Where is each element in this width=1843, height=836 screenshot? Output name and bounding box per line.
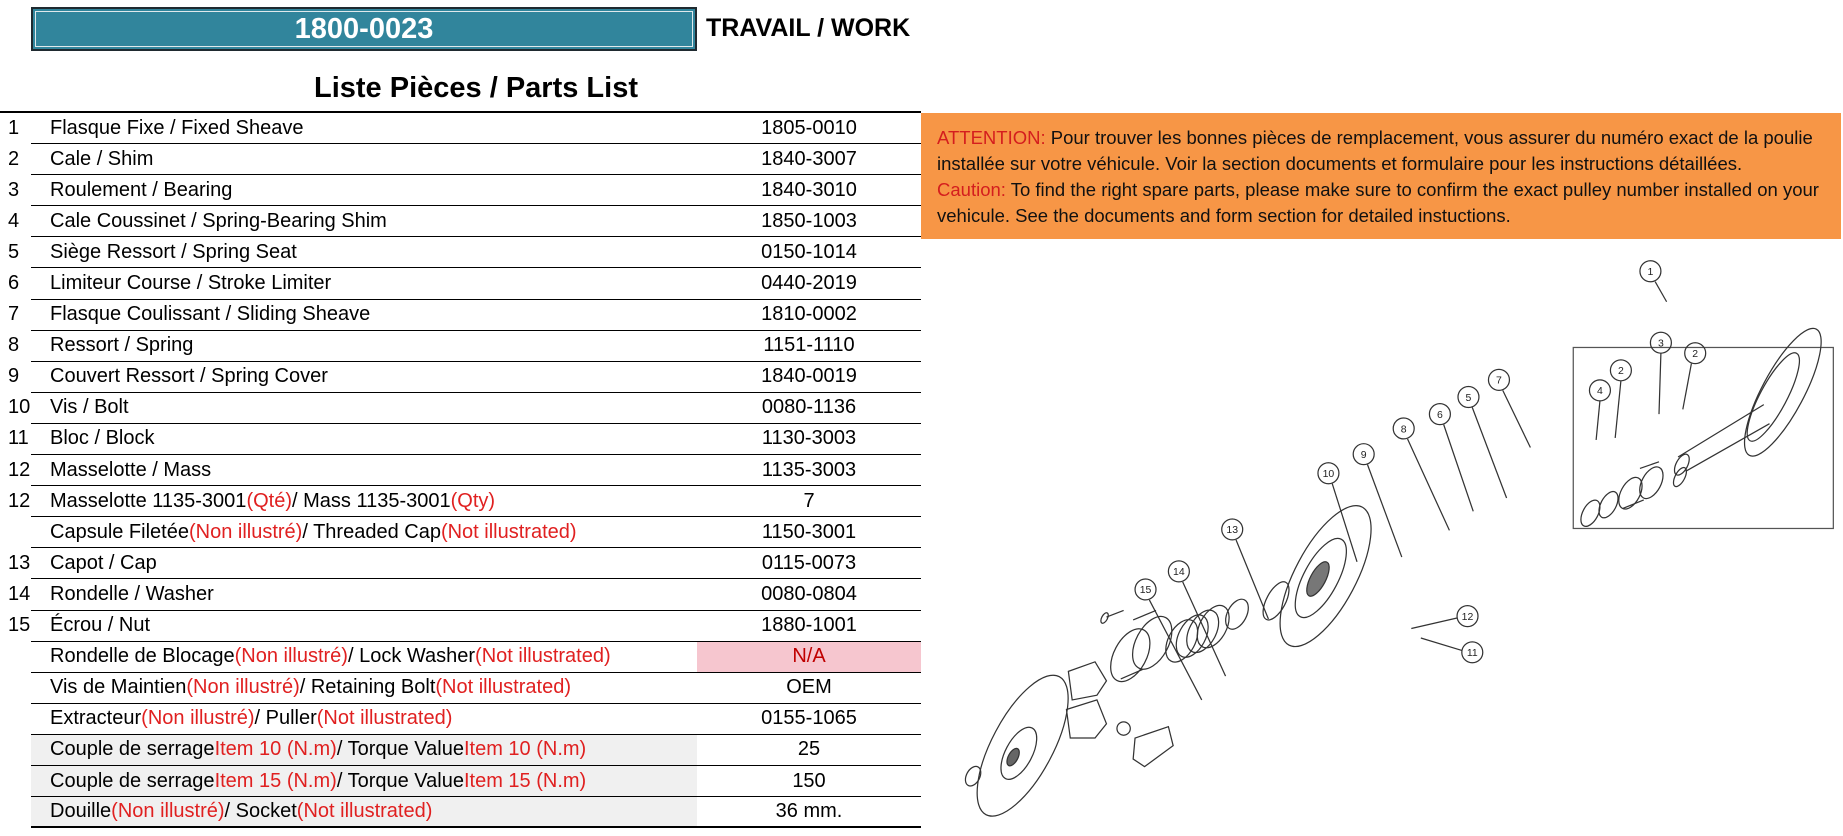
callout-1 — [1640, 261, 1667, 302]
part-number-cell: 1810-0002 — [761, 303, 857, 326]
part-number-cell: 1840-3010 — [761, 178, 857, 201]
part-description: Ressort / Spring — [50, 334, 194, 357]
part-description: Masselotte 1135-3001 (Qté) / Mass 1135-3001 (Qty) — [50, 489, 496, 512]
part-description: Rondelle / Washer — [50, 582, 214, 605]
item-number: 12 — [8, 458, 31, 481]
part-number-cell: OEM — [786, 676, 832, 699]
part-number-cell: 1840-0019 — [761, 365, 857, 388]
callout-10 — [1318, 463, 1357, 562]
item-number: 3 — [8, 178, 20, 201]
table-row — [8, 300, 921, 331]
part-description: Masselotte / Mass — [50, 458, 212, 481]
part-description: Cale Coussinet / Spring-Bearing Shim — [50, 209, 387, 232]
table-row — [8, 393, 921, 424]
table-row — [8, 268, 921, 299]
callout-label: 6 — [1436, 409, 1443, 421]
part-description: Limiteur Course / Stroke Limiter — [50, 272, 332, 295]
part-description: Capsule Filetée (Non illustré) / Threaded Cap (Not illustrated) — [50, 520, 577, 543]
table-row — [8, 206, 921, 237]
part-description: Douille (Non illustré) / Socket (Not illustrated) — [31, 797, 697, 826]
table-row — [31, 517, 921, 548]
part-number-cell: 25 — [797, 738, 821, 761]
item-number: 6 — [8, 272, 20, 295]
table-row — [31, 673, 921, 704]
table-row — [8, 362, 921, 393]
part-number-cell: N/A — [697, 642, 921, 672]
table-row — [31, 735, 921, 766]
callout-label: 2 — [1617, 366, 1624, 378]
item-number: 15 — [8, 614, 31, 637]
part-number-cell: 150 — [792, 769, 826, 792]
table-row — [31, 766, 921, 797]
shim-part — [1671, 466, 1689, 489]
callout-9 — [1353, 444, 1402, 557]
callout-11 — [1421, 638, 1483, 663]
callout-label: 8 — [1400, 424, 1407, 436]
table-row — [8, 113, 921, 144]
item-number: 12 — [8, 489, 31, 512]
part-description: Cale / Shim — [50, 147, 154, 170]
part-description: Siège Ressort / Spring Seat — [50, 240, 297, 263]
part-number-cell: 0150-1014 — [761, 240, 857, 263]
callout-13 — [1222, 519, 1269, 619]
part-description: Flasque Coulissant / Sliding Sheave — [50, 303, 371, 326]
part-number-header — [31, 7, 697, 51]
part-description: Bloc / Block — [50, 427, 155, 450]
part-number-cell: 0440-2019 — [761, 272, 857, 295]
item-number: 4 — [8, 209, 20, 232]
callout-8 — [1393, 418, 1449, 530]
callout-label: 3 — [1657, 338, 1664, 350]
bearing-part — [1614, 462, 1668, 513]
callout-label: 13 — [1226, 525, 1239, 537]
part-number-cell: 1880-1001 — [761, 614, 857, 637]
callout-4 — [1589, 380, 1610, 440]
table-row — [8, 424, 921, 455]
item-number: 7 — [8, 303, 20, 326]
item-number: 11 — [8, 427, 29, 450]
callout-2a — [1683, 343, 1706, 410]
table-row — [8, 579, 921, 610]
part-number-cell: 36 mm. — [775, 800, 843, 823]
spring-part — [1159, 600, 1235, 667]
attention-notice — [921, 113, 1841, 239]
item-number: 2 — [8, 147, 20, 170]
callout-14 — [1168, 561, 1225, 676]
part-description: Extracteur (Non illustré) / Puller (Not illustrated) — [50, 707, 453, 730]
part-description: Vis de Maintien (Non illustré) / Retaining Bolt (Not illustrated) — [50, 676, 571, 699]
part-description: Rondelle de Blocage (Non illustré) / Lock Washer (Not illustrated) — [50, 645, 611, 668]
part-number-cell: 1151-1110 — [763, 334, 855, 357]
block-part-lower — [1133, 727, 1173, 767]
callout-5 — [1458, 387, 1507, 498]
inset-frame — [1573, 347, 1833, 528]
callout-label: 1 — [1647, 267, 1654, 279]
callout-7 — [1488, 369, 1530, 447]
caution-text: To find the right spare parts, please make sure to confirm the exact pulley number installed on your vehicule. See the documents and form section for detailed instuctions. — [937, 179, 1819, 226]
part-number-cell: 7 — [803, 489, 815, 512]
part-description: Flasque Fixe / Fixed Sheave — [50, 116, 304, 139]
table-row — [8, 548, 921, 579]
callout-label: 7 — [1496, 375, 1502, 387]
table-row — [31, 797, 921, 828]
parts-table — [0, 111, 921, 828]
part-description: Vis / Bolt — [50, 396, 129, 419]
parts-list-title: Liste Pièces / Parts List — [314, 72, 638, 104]
sliding-sheave-part — [1262, 493, 1389, 660]
caution-label: Caution: — [937, 179, 1006, 200]
mass-part — [1066, 700, 1106, 738]
part-number-cell: 0155-1065 — [761, 707, 857, 730]
table-row — [8, 237, 921, 268]
part-description: Couple de serrage Item 15 (N.m) / Torque Value Item 15 (N.m) — [31, 766, 697, 796]
item-number: 5 — [8, 240, 20, 263]
exploded-pulley-diagram — [935, 243, 1840, 833]
mode-label: TRAVAIL / WORK — [706, 14, 911, 42]
callout-3 — [1650, 332, 1671, 414]
callout-label: 5 — [1465, 392, 1472, 404]
part-number-cell: 1805-0010 — [761, 116, 857, 139]
table-row — [8, 611, 921, 642]
callout-label: 11 — [1466, 648, 1478, 660]
callout-label: 12 — [1461, 611, 1474, 623]
callout-6 — [1429, 404, 1473, 512]
item-number: 14 — [8, 582, 31, 605]
callout-2b — [1610, 360, 1631, 438]
mass-small-part — [1117, 722, 1130, 735]
item-number: 10 — [8, 396, 31, 419]
part-number-cell: 1135-3003 — [761, 458, 857, 481]
part-number-cell: 1850-1003 — [761, 209, 857, 232]
item-number: 9 — [8, 365, 20, 388]
part-description: Roulement / Bearing — [50, 178, 233, 201]
table-row — [8, 144, 921, 175]
callout-label: 4 — [1597, 386, 1603, 398]
bolt-part — [1106, 610, 1123, 617]
table-row — [8, 455, 921, 486]
attention-label: ATTENTION: — [937, 127, 1046, 148]
callout-label: 2 — [1692, 349, 1699, 360]
part-number: 1800-0023 — [294, 12, 434, 45]
callout-12 — [1411, 606, 1478, 629]
block-part-upper — [1068, 662, 1106, 700]
part-description: Capot / Cap — [50, 551, 157, 574]
table-row — [31, 704, 921, 735]
callout-label: 9 — [1360, 449, 1367, 461]
part-number-cell: 1150-3001 — [761, 520, 857, 543]
part-number-cell: 0080-1136 — [761, 396, 857, 419]
callout-label: 14 — [1173, 567, 1185, 579]
item-number: 8 — [8, 334, 20, 357]
stroke-limiter-part — [1221, 595, 1253, 633]
part-description: Écrou / Nut — [50, 614, 151, 637]
table-row — [8, 486, 921, 517]
cap-part — [959, 662, 1086, 829]
table-row — [8, 331, 921, 362]
callout-label: 15 — [1139, 585, 1152, 597]
attention-text: Pour trouver les bonnes pièces de remplacement, vous assurer du numéro exact de la poulie installée sur votre véhicule. Voir la section documents et formulaire pour les instructions détaillées. — [937, 127, 1813, 174]
callout-label: 10 — [1322, 469, 1335, 481]
part-number-cell: 0080-0804 — [761, 582, 857, 605]
part-description: Couple de serrage Item 10 (N.m) / Torque Value Item 10 (N.m) — [31, 735, 697, 765]
table-row — [31, 642, 921, 673]
part-number-cell: 1130-3003 — [761, 427, 857, 450]
part-description: Couvert Ressort / Spring Cover — [50, 365, 328, 388]
part-number-cell: 1840-3007 — [761, 147, 857, 170]
item-number: 13 — [8, 551, 31, 574]
table-row — [8, 175, 921, 206]
item-number: 1 — [8, 116, 20, 139]
spring-cover-part — [1103, 610, 1180, 688]
part-number-cell: 0115-0073 — [761, 551, 857, 574]
